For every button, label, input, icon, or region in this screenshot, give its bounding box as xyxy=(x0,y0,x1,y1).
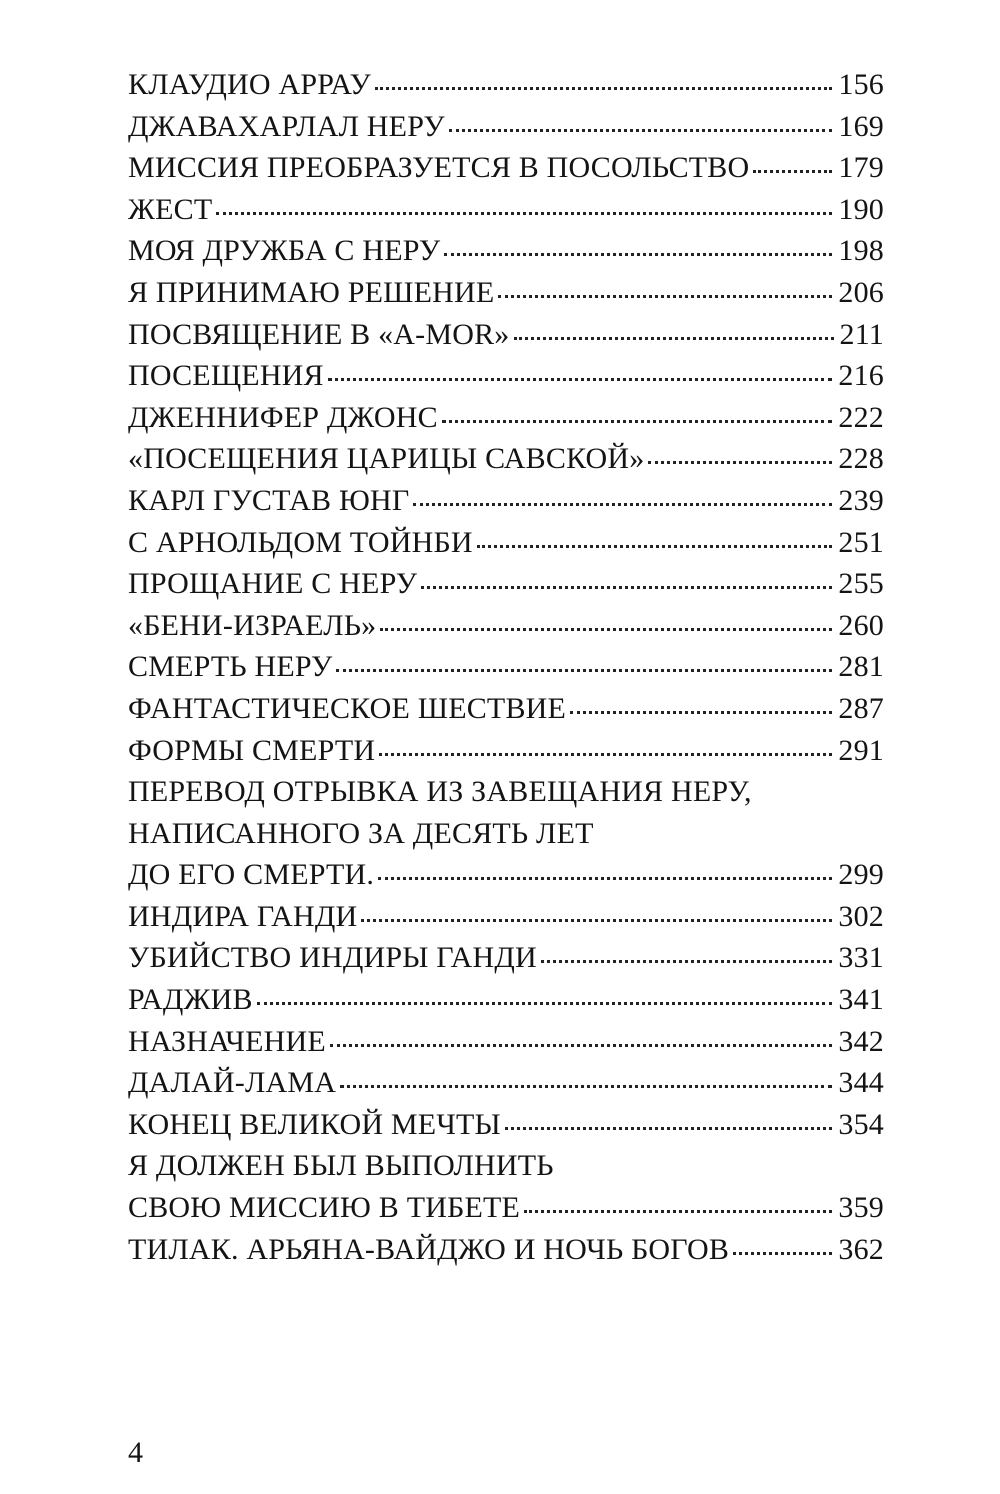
dot-leader xyxy=(477,545,833,548)
toc-entry-title: КЛАУДИО АРРАУ xyxy=(128,68,371,101)
toc-entry-line xyxy=(128,189,884,231)
toc-entry xyxy=(128,1062,884,1104)
toc-entry xyxy=(128,896,884,938)
toc-entry-title: РАДЖИВ xyxy=(128,983,253,1017)
toc-entry-page-number: 331 xyxy=(838,941,884,975)
toc-entry-page-number: 341 xyxy=(838,983,884,1017)
dot-leader xyxy=(733,1252,832,1255)
toc-entry-page-number: 251 xyxy=(838,525,884,559)
toc-entry-line xyxy=(128,646,884,688)
toc-entry-page-number: 190 xyxy=(838,192,884,226)
toc-entry-page-number: 344 xyxy=(838,1066,884,1100)
dot-leader xyxy=(378,877,832,880)
toc-entry-title: С АРНОЛЬДОМ ТОЙНБИ xyxy=(128,525,473,559)
toc-entry-page-number: 260 xyxy=(838,608,884,642)
dot-leader xyxy=(330,1044,833,1047)
toc-entry xyxy=(128,230,884,272)
toc-entry-page-number: 354 xyxy=(838,1107,884,1141)
toc-entry-line xyxy=(128,854,884,896)
toc-entry xyxy=(128,522,884,564)
toc-entry-title: КОНЕЦ ВЕЛИКОЙ МЕЧТЫ xyxy=(128,1107,501,1141)
toc-entry-page-number: 287 xyxy=(838,691,884,725)
toc-entry-title: НАЗНАЧЕНИЕ xyxy=(128,1024,326,1058)
toc-entry xyxy=(128,646,884,688)
toc-entry-line xyxy=(128,688,884,730)
toc-entry xyxy=(128,605,884,647)
toc-entry xyxy=(128,480,884,522)
toc-entry-title: СМЕРТЬ НЕРУ xyxy=(128,650,333,684)
toc-entry-title: ТИЛАК. АРЬЯНА-ВАЙДЖО И НОЧЬ БОГОВ xyxy=(128,1232,730,1266)
toc-entry-page-number: 228 xyxy=(838,442,884,476)
toc-entry xyxy=(128,147,884,189)
toc-entry-line xyxy=(128,397,884,439)
toc-entry xyxy=(128,314,884,356)
dot-leader xyxy=(524,1210,832,1213)
toc-entry-page-number: 198 xyxy=(838,234,884,268)
toc-entry-line xyxy=(128,230,884,272)
toc-entry-page-number: 211 xyxy=(839,317,884,351)
toc-entry-title: ДО ЕГО СМЕРТИ. xyxy=(128,858,375,892)
toc-entry-line xyxy=(128,1229,884,1271)
toc-entry-title: «ПОСЕЩЕНИЯ ЦАРИЦЫ САВСКОЙ» xyxy=(128,442,645,476)
toc-entry xyxy=(128,771,884,896)
toc-entry xyxy=(128,106,884,148)
toc-entry-title-line: НАПИСАННОГО ЗА ДЕСЯТЬ ЛЕТ xyxy=(128,816,594,850)
dot-leader xyxy=(336,669,832,672)
toc-entry-title: ФАНТАСТИЧЕСКОЕ ШЕСТВИЕ xyxy=(128,691,567,725)
toc-entry-title: ДЖАВАХАРЛАЛ НЕРУ xyxy=(128,109,445,143)
dot-leader xyxy=(421,586,832,589)
dot-leader xyxy=(442,420,833,423)
toc-entry-page-number: 216 xyxy=(838,359,884,393)
toc-entry-line xyxy=(128,64,884,106)
toc-entry-title: СВОЮ МИССИЮ В ТИБЕТЕ xyxy=(128,1191,521,1225)
toc-entry-line xyxy=(128,937,884,979)
toc-entry-title: ФОРМЫ СМЕРТИ xyxy=(128,733,376,767)
toc-entry-line xyxy=(128,314,884,356)
toc-entry-page-number: 239 xyxy=(838,483,884,517)
toc-entry xyxy=(128,64,884,106)
toc-entry-title: «БЕНИ-ИЗРАЕЛЬ» xyxy=(128,608,377,642)
dot-leader xyxy=(340,1085,832,1088)
dot-leader xyxy=(257,1002,833,1005)
toc-entry xyxy=(128,1229,884,1271)
dot-leader xyxy=(328,378,833,381)
toc-entry-title: ЖЕСТ xyxy=(128,192,213,226)
dot-leader xyxy=(541,960,833,963)
toc-entry-page-number: 302 xyxy=(838,899,884,933)
dot-leader xyxy=(379,753,832,756)
toc-entry-line xyxy=(128,1104,884,1146)
toc-entry-page-number: 281 xyxy=(838,650,884,684)
toc-entry xyxy=(128,438,884,480)
toc-entry-title: Я ПРИНИМАЮ РЕШЕНИЕ xyxy=(128,275,495,309)
toc-entry-line xyxy=(128,355,884,397)
toc-entry-page-number: 206 xyxy=(838,275,884,309)
toc-entry xyxy=(128,272,884,314)
dot-leader xyxy=(753,170,832,173)
toc-entry xyxy=(128,397,884,439)
toc-entry-title: ДЖЕННИФЕР ДЖОНС xyxy=(128,400,438,434)
toc-entry-line xyxy=(128,522,884,564)
toc-entry-page-number: 255 xyxy=(838,567,884,601)
toc-entry-line xyxy=(128,979,884,1021)
toc-entry xyxy=(128,563,884,605)
dot-leader xyxy=(413,503,832,506)
toc-entry xyxy=(128,1145,884,1228)
toc-entry-page-number: 156 xyxy=(838,68,884,101)
toc-entry-title: ИНДИРА ГАНДИ xyxy=(128,899,358,933)
table-of-contents xyxy=(128,64,884,1270)
toc-entry-title-line: Я ДОЛЖЕН БЫЛ ВЫПОЛНИТЬ xyxy=(128,1149,554,1183)
toc-entry-page-number: 179 xyxy=(838,151,884,185)
dot-leader xyxy=(498,295,832,298)
toc-entry-title: ДАЛАЙ-ЛАМА xyxy=(128,1066,337,1100)
dot-leader xyxy=(570,711,832,714)
toc-entry-line xyxy=(128,106,884,148)
dot-leader xyxy=(361,919,832,922)
toc-entry-line xyxy=(128,730,884,772)
page-number: 4 xyxy=(128,1436,143,1469)
toc-entry-title: ПОСВЯЩЕНИЕ В «A-MOR» xyxy=(128,317,510,351)
toc-entry xyxy=(128,355,884,397)
dot-leader xyxy=(505,1127,832,1130)
toc-entry-title: КАРЛ ГУСТАВ ЮНГ xyxy=(128,483,410,517)
toc-entry-title-line: ПЕРЕВОД ОТРЫВКА ИЗ ЗАВЕЩАНИЯ НЕРУ, xyxy=(128,775,752,809)
toc-entry-line xyxy=(128,896,884,938)
toc-entry-title: ПОСЕЩЕНИЯ xyxy=(128,359,324,393)
toc-entry-line xyxy=(128,1062,884,1104)
toc-entry-line xyxy=(128,480,884,522)
toc-entry-line xyxy=(128,438,884,480)
toc-entry-page-number: 291 xyxy=(838,733,884,767)
dot-leader xyxy=(375,87,832,90)
toc-entry-line xyxy=(128,1021,884,1063)
toc-entry xyxy=(128,1104,884,1146)
toc-entry-line xyxy=(128,563,884,605)
toc-entry-title: МИССИЯ ПРЕОБРАЗУЕТСЯ В ПОСОЛЬСТВО xyxy=(128,151,750,185)
toc-entry xyxy=(128,1021,884,1063)
toc-entry-title: МОЯ ДРУЖБА С НЕРУ xyxy=(128,234,441,268)
toc-entry xyxy=(128,937,884,979)
toc-entry-page-number: 342 xyxy=(838,1024,884,1058)
dot-leader xyxy=(449,129,833,132)
toc-entry xyxy=(128,688,884,730)
toc-entry-page-number: 169 xyxy=(838,109,884,143)
toc-entry xyxy=(128,189,884,231)
dot-leader xyxy=(648,461,832,464)
toc-entry-line xyxy=(128,272,884,314)
toc-entry-line xyxy=(128,147,884,189)
toc-entry xyxy=(128,730,884,772)
toc-entry-page-number: 362 xyxy=(838,1232,884,1266)
dot-leader xyxy=(444,253,832,256)
dot-leader xyxy=(216,212,832,215)
toc-entry-line xyxy=(128,1187,884,1229)
toc-entry-page-number: 299 xyxy=(838,858,884,892)
toc-entry-page-number: 222 xyxy=(838,400,884,434)
toc-entry-page-number: 359 xyxy=(838,1191,884,1225)
toc-entry-line xyxy=(128,605,884,647)
toc-entry xyxy=(128,979,884,1021)
dot-leader xyxy=(514,337,834,340)
dot-leader xyxy=(380,628,832,631)
toc-entry-title: УБИЙСТВО ИНДИРЫ ГАНДИ xyxy=(128,941,537,975)
toc-entry-title: ПРОЩАНИЕ С НЕРУ xyxy=(128,567,418,601)
